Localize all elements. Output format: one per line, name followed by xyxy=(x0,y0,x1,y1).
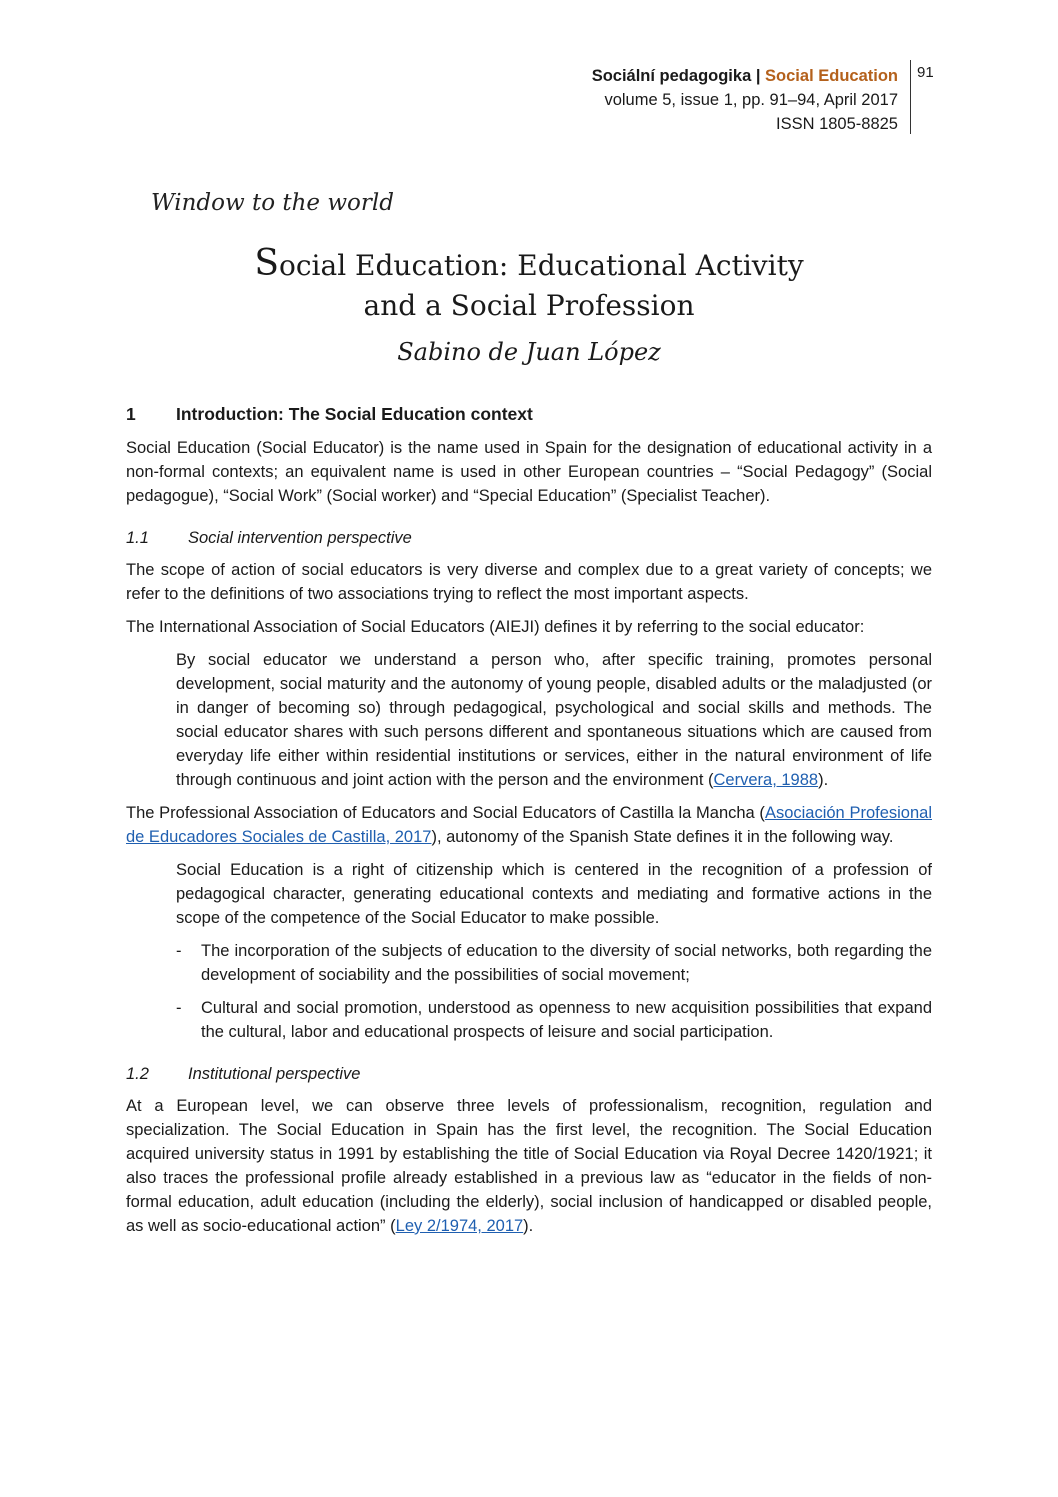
paragraph-text: At a European level, we can observe three levels of professionalism, recognition, regulation and specialization. The Social Education in Spain has the first level, the recognition. The Social Education acquired university status in 1991 by establishing the title of Social Education via Royal Decree 1420/1921; it also traces the professional profile already established in a previous law as “educator in the fields of non-formal education, adult education (including the elderly), social inclusion of handicapped or disabled people, as well as socio-educational action” ( xyxy=(126,1097,932,1235)
subsection-heading-1-1 xyxy=(126,526,932,550)
paragraph-text-end: ), autonomy of the Spanish State defines it in the following way. xyxy=(431,828,894,846)
title-line1: ocial Education: Educational Activity xyxy=(279,249,804,282)
issn: ISSN 1805-8825 xyxy=(775,115,898,133)
page-number: 91 xyxy=(910,60,934,134)
quote-end: ). xyxy=(818,771,829,789)
subsection-heading-1-2 xyxy=(126,1062,932,1086)
article-title xyxy=(126,244,932,326)
citation-link[interactable]: Cervera, 1988 xyxy=(713,771,819,789)
subsection-title: Institutional perspective xyxy=(188,1065,361,1083)
bullet-dash: - xyxy=(176,942,182,960)
paragraph: The scope of action of social educators is very diverse and complex due to a great variety of concepts; we refer to the definitions of two associations trying to reflect the most important aspects. xyxy=(126,561,932,603)
journal-title-czech: Sociální pedagogika xyxy=(591,67,752,85)
quote-text: By social educator we understand a person who, after specific training, promotes personal development, social maturity and the autonomy of young people, disabled adults or the maladjusted (or in danger of becoming so) through pedagogical, psychological and social skills and methods. The social educator shares with such persons different and spontaneous situations which are caused from everyday life either within residential institutions or services, either in the natural environment of life through continuous and joint action with the person and the environment ( xyxy=(176,651,932,789)
subsection-title: Social intervention perspective xyxy=(188,529,412,547)
title-line2: and a Social Profession xyxy=(363,289,695,322)
section-kicker: Window to the world xyxy=(151,190,394,216)
list-item-text: The incorporation of the subjects of education to the diversity of social networks, both regarding the development of sociability and the possibilities of social movement; xyxy=(201,942,932,984)
volume-info: volume 5, issue 1, pp. 91–94, April 2017 xyxy=(604,91,898,109)
subsection-number: 1.2 xyxy=(126,1065,149,1083)
citation-link[interactable]: Asociación Profesional de Educadores Sociales de Castilla, 2017 xyxy=(126,804,932,846)
author-name: Sabino de Juan López xyxy=(397,338,661,366)
journal-title-english: Social Education xyxy=(765,67,898,85)
list-item xyxy=(176,939,932,987)
paragraph-text: The Professional Association of Educators and Social Educators of Castilla la Mancha ( xyxy=(126,804,765,822)
list-item-text: Cultural and social promotion, understood as openness to new acquisition possibilities that expand the cultural, labor and educational prospects of leisure and social participation. xyxy=(201,999,932,1041)
citation-link[interactable]: Ley 2/1974, 2017 xyxy=(395,1217,524,1235)
journal-title-separator: | xyxy=(751,67,766,85)
paragraph xyxy=(126,1094,932,1238)
journal-header xyxy=(592,64,898,136)
section-title: Introduction: The Social Education context xyxy=(176,404,533,424)
bullet-dash: - xyxy=(176,999,182,1017)
paragraph: The International Association of Social Educators (AIEJI) defines it by referring to the social educator: xyxy=(126,618,865,636)
block-quote xyxy=(176,648,932,792)
section-heading-1 xyxy=(126,402,932,426)
paragraph xyxy=(126,801,932,849)
paragraph-text-end: ). xyxy=(523,1217,534,1235)
journal-title xyxy=(592,64,898,88)
bullet-list xyxy=(176,939,932,1044)
paragraph: Social Education (Social Educator) is the name used in Spain for the designation of educational activity in a non-formal contexts; an equivalent name is used in other European countries – “Social Pedagogy” (Social pedagogue), “Social Work” (Social worker) and “Special Education” (Specialist Teacher). xyxy=(126,439,932,505)
subsection-number: 1.1 xyxy=(126,529,149,547)
section-number: 1 xyxy=(126,404,136,424)
article-body xyxy=(126,402,932,1247)
block-quote: Social Education is a right of citizenship which is centered in the recognition of a profession of pedagogical character, generating educational contexts and mediating and formative actions in the scope of the competence of the Social Educator to make possible. xyxy=(176,861,932,927)
list-item xyxy=(176,996,932,1044)
title-dropcap: S xyxy=(254,243,280,284)
